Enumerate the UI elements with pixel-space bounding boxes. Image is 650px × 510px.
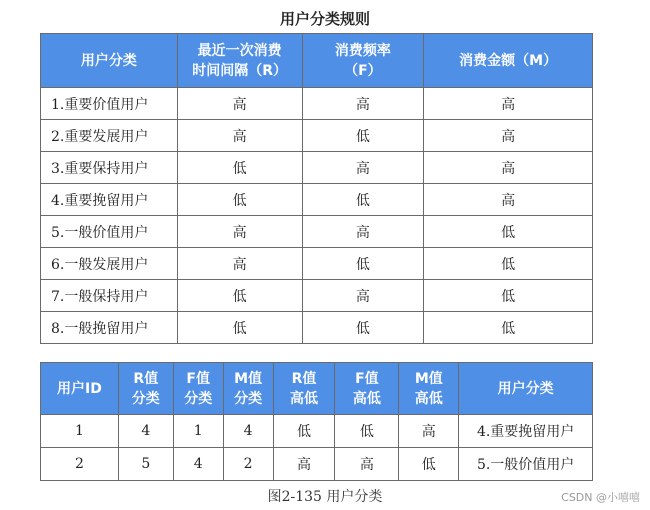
table-row xyxy=(41,280,593,312)
table-cell: 高 xyxy=(177,248,302,280)
users-body xyxy=(41,415,593,481)
table-cell: 7.一般保持用户 xyxy=(41,280,178,312)
table-row xyxy=(41,152,593,184)
table-row xyxy=(41,88,593,120)
column-header: R值 高低 xyxy=(273,363,335,415)
table-cell: 高 xyxy=(177,120,302,152)
table-row xyxy=(41,120,593,152)
users-header-row xyxy=(41,363,593,415)
table-cell: 低 xyxy=(424,312,593,344)
column-header: 最近一次消费 时间间隔（R） xyxy=(177,34,302,88)
table-cell: 5.一般价值用户 xyxy=(459,448,593,481)
table-cell: 1 xyxy=(41,415,119,448)
column-header: M值 高低 xyxy=(399,363,459,415)
table-cell: 2.重要发展用户 xyxy=(41,120,178,152)
table-cell: 高 xyxy=(177,216,302,248)
table-cell: 4 xyxy=(118,415,173,448)
column-header: 消费频率 （F） xyxy=(302,34,424,88)
column-header: 消费金额（M） xyxy=(424,34,593,88)
table-cell: 低 xyxy=(302,248,424,280)
table-row xyxy=(41,415,593,448)
table-cell: 低 xyxy=(177,152,302,184)
column-header: M值 分类 xyxy=(223,363,273,415)
page-title: 用户分类规则 xyxy=(279,10,370,28)
table-cell: 高 xyxy=(424,184,593,216)
table-cell: 低 xyxy=(302,312,424,344)
table-cell: 低 xyxy=(177,280,302,312)
table-cell: 低 xyxy=(302,120,424,152)
table-cell: 高 xyxy=(399,415,459,448)
rules-body xyxy=(41,88,593,344)
table-cell: 2 xyxy=(223,448,273,481)
table-cell: 高 xyxy=(424,152,593,184)
table-cell: 低 xyxy=(335,415,399,448)
table-cell: 2 xyxy=(41,448,119,481)
table-cell: 8.一般挽留用户 xyxy=(41,312,178,344)
table-cell: 高 xyxy=(424,120,593,152)
table-cell: 高 xyxy=(273,448,335,481)
column-header: R值 分类 xyxy=(118,363,173,415)
column-header: 用户ID xyxy=(41,363,119,415)
figure-caption: 图2-135 用户分类 xyxy=(267,489,383,505)
table-cell: 低 xyxy=(177,312,302,344)
table-cell: 1 xyxy=(173,415,223,448)
rules-header-row xyxy=(41,34,593,88)
watermark: CSDN @小嘻嘻 xyxy=(561,491,640,504)
column-header: F值 分类 xyxy=(173,363,223,415)
table-cell: 6.一般发展用户 xyxy=(41,248,178,280)
table-row xyxy=(41,216,593,248)
table-cell: 5.一般价值用户 xyxy=(41,216,178,248)
table-row xyxy=(41,312,593,344)
table-cell: 低 xyxy=(273,415,335,448)
table-cell: 4 xyxy=(173,448,223,481)
users-table xyxy=(40,362,593,481)
table-cell: 高 xyxy=(302,88,424,120)
rules-table xyxy=(40,33,593,344)
table-cell: 5 xyxy=(118,448,173,481)
column-header: F值 高低 xyxy=(335,363,399,415)
column-header: 用户分类 xyxy=(41,34,178,88)
table-cell: 高 xyxy=(302,280,424,312)
column-header: 用户分类 xyxy=(459,363,593,415)
table-cell: 低 xyxy=(424,248,593,280)
table-cell: 高 xyxy=(177,88,302,120)
table-row xyxy=(41,184,593,216)
table-cell: 低 xyxy=(399,448,459,481)
table-cell: 4.重要挽留用户 xyxy=(459,415,593,448)
table-cell: 高 xyxy=(302,152,424,184)
table-cell: 高 xyxy=(335,448,399,481)
table-cell: 高 xyxy=(424,88,593,120)
table-cell: 低 xyxy=(424,216,593,248)
table-cell: 高 xyxy=(302,216,424,248)
table-row xyxy=(41,248,593,280)
table-cell: 低 xyxy=(302,184,424,216)
table-cell: 1.重要价值用户 xyxy=(41,88,178,120)
table-cell: 3.重要保持用户 xyxy=(41,152,178,184)
table-cell: 4 xyxy=(223,415,273,448)
table-cell: 低 xyxy=(177,184,302,216)
table-cell: 低 xyxy=(424,280,593,312)
table-cell: 4.重要挽留用户 xyxy=(41,184,178,216)
table-row xyxy=(41,448,593,481)
